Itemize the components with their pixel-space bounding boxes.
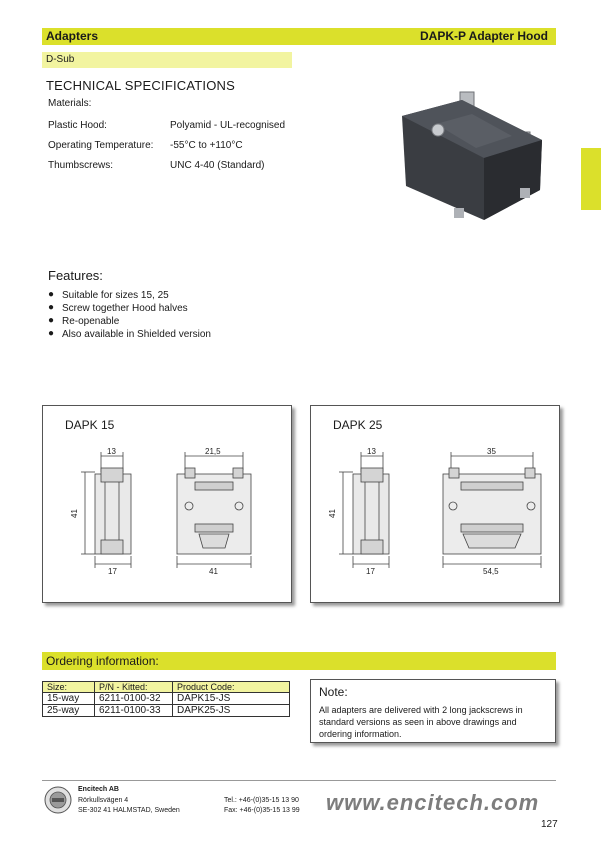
note-text: All adapters are delivered with 2 long jackscrews in standard versions as seen in above drawings and ordering information. xyxy=(319,705,523,739)
dim-bottom-right: 54,5 xyxy=(483,567,499,576)
table-cell: 15-way xyxy=(43,693,95,705)
company-website: www.encitech.com xyxy=(326,790,540,815)
spec-value-thumbscrews: UNC 4-40 (Standard) xyxy=(170,160,265,171)
dim-top-left: 13 xyxy=(367,447,376,456)
drawing-title: DAPK 25 xyxy=(333,418,383,432)
table-row xyxy=(43,705,290,717)
spec-label-hood: Plastic Hood: xyxy=(48,120,107,131)
product-title: DAPK-P Adapter Hood xyxy=(419,29,548,43)
certification-seal-icon xyxy=(44,786,72,814)
bullet-icon: ● xyxy=(48,315,55,326)
dim-height: 41 xyxy=(328,509,337,518)
company-address-line1: Rörkullsvägen 4 xyxy=(78,797,129,804)
column-header: P/N - Kitted: xyxy=(95,682,173,693)
ordering-bar xyxy=(42,652,556,670)
table-cell: 6211-0100-32 xyxy=(95,693,173,705)
category-title: Adapters xyxy=(46,29,99,43)
drawing-title: DAPK 15 xyxy=(65,418,115,432)
table-cell: 25-way xyxy=(43,705,95,717)
dim-bottom-right: 41 xyxy=(209,567,218,576)
header-bar xyxy=(42,28,556,45)
company-fax: Fax: +46-(0)35-15 13 99 xyxy=(224,807,300,814)
column-header: Size: xyxy=(43,682,95,693)
table-cell: DAPK15-JS xyxy=(173,693,290,705)
product-photo xyxy=(392,88,552,228)
drawing-box-dapk25 xyxy=(310,405,560,603)
ordering-title: Ordering information: xyxy=(46,654,159,668)
side-index-tab xyxy=(581,148,601,210)
table-cell: DAPK25-JS xyxy=(173,705,290,717)
spec-label-temp: Operating Temperature: xyxy=(48,140,154,151)
footer-divider xyxy=(42,780,556,781)
materials-label: Materials: xyxy=(48,98,92,109)
company-address-line2: SE-302 41 HALMSTAD, Sweden xyxy=(78,807,180,814)
dimension-drawing xyxy=(43,406,293,604)
company-phone: Tel.: +46-(0)35-15 13 90 xyxy=(224,797,299,804)
table-header-row xyxy=(43,682,290,693)
bullet-icon: ● xyxy=(48,328,55,339)
features-title: Features: xyxy=(48,268,103,283)
specs-title: TECHNICAL SPECIFICATIONS xyxy=(46,78,235,93)
subheader-bar xyxy=(42,52,292,68)
column-header: Product Code: xyxy=(173,682,290,693)
bullet-icon: ● xyxy=(48,302,55,313)
dim-bottom-left: 17 xyxy=(108,567,117,576)
spec-value-temp: -55°C to +110°C xyxy=(170,140,243,151)
dim-bottom-left: 17 xyxy=(366,567,375,576)
bullet-icon: ● xyxy=(48,289,55,300)
note-title: Note: xyxy=(319,685,348,699)
dim-top-right: 21,5 xyxy=(205,447,221,456)
page-number: 127 xyxy=(541,819,558,830)
dim-top-right: 35 xyxy=(487,447,496,456)
drawing-box-dapk15 xyxy=(42,405,292,603)
table-row xyxy=(43,693,290,705)
spec-label-thumbscrews: Thumbscrews: xyxy=(48,160,114,171)
dim-height: 41 xyxy=(70,509,79,518)
company-name: Encitech AB xyxy=(78,786,119,793)
subheader-label: D-Sub xyxy=(46,54,75,65)
dim-top-left: 13 xyxy=(107,447,116,456)
table-cell: 6211-0100-33 xyxy=(95,705,173,717)
ordering-table xyxy=(42,681,290,717)
dimension-drawing xyxy=(311,406,561,604)
note-box xyxy=(310,679,556,743)
spec-value-hood: Polyamid - UL-recognised xyxy=(170,120,286,131)
